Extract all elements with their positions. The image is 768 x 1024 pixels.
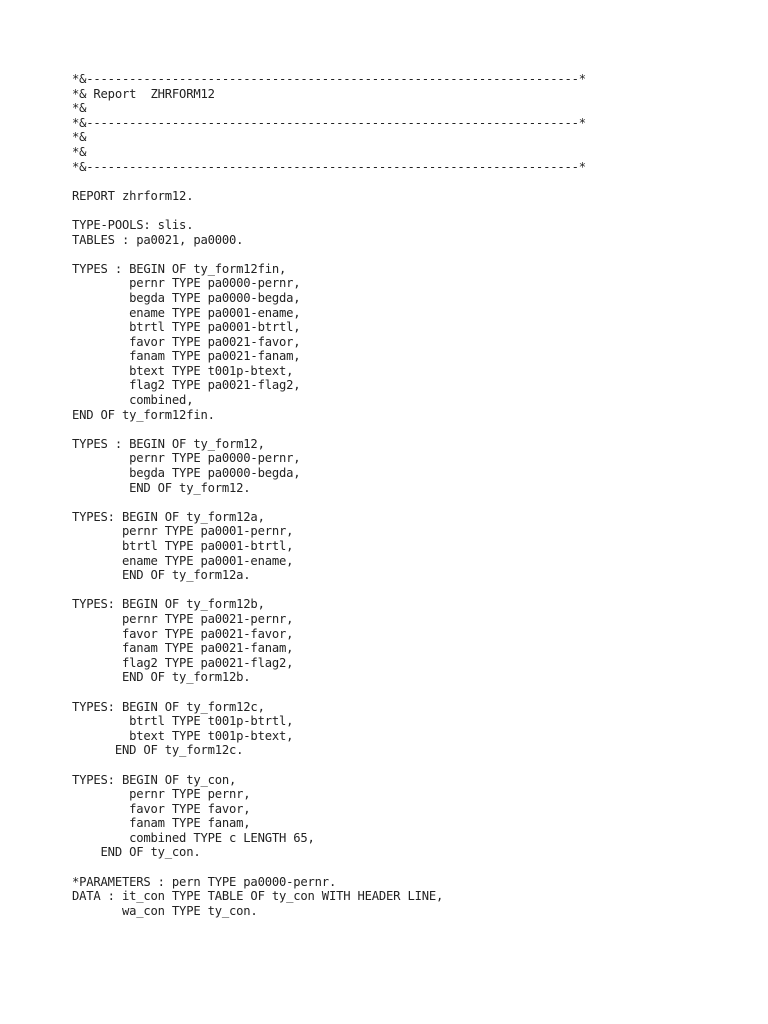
code-line [72, 422, 586, 437]
code-line: *&---------------------------------------------------------------------* [72, 115, 586, 130]
code-line: btrtl TYPE pa0001-btrtl, [72, 539, 294, 553]
code-line [72, 203, 586, 218]
code-line: *&---------------------------------------------------------------------* [72, 72, 586, 86]
code-line: TYPES: BEGIN OF ty_form12c, [72, 699, 265, 714]
code-line: TYPES : BEGIN OF ty_form12fin, [72, 261, 287, 276]
code-line: pernr TYPE pa0000-pernr, [72, 451, 301, 466]
code-line [72, 583, 586, 598]
code-line: begda TYPE pa0000-begda, [72, 466, 301, 481]
code-line: TYPES: BEGIN OF ty_form12a, [72, 509, 265, 524]
code-line: *& [72, 130, 87, 145]
code-line: favor TYPE favor, [72, 801, 251, 816]
code-line: flag2 TYPE pa0021-flag2, [72, 378, 301, 393]
code-line: ename TYPE pa0001-ename, [72, 553, 294, 568]
code-line: pernr TYPE pa0000-pernr, [72, 276, 301, 291]
code-line [72, 174, 586, 189]
code-line: pernr TYPE pa0001-pernr, [72, 524, 294, 539]
code-line: END OF ty_form12fin. [72, 407, 215, 422]
code-line: DATA : it_con TYPE TABLE OF ty_con WITH HEADER LINE, [72, 889, 444, 904]
code-line: btrtl TYPE pa0001-btrtl, [72, 320, 301, 335]
code-line: ename TYPE pa0001-ename, [72, 305, 301, 320]
code-line: combined, [72, 393, 194, 408]
code-line: TYPES: BEGIN OF ty_form12b, [72, 597, 265, 612]
code-line: REPORT zhrform12. [72, 188, 194, 203]
code-line: *& [72, 144, 87, 159]
code-line: END OF ty_form12. [72, 480, 251, 495]
code-line: TABLES : pa0021, pa0000. [72, 232, 244, 247]
code-line: btext TYPE t001p-btext, [72, 728, 294, 743]
code-line [72, 685, 586, 700]
code-line: END OF ty_form12a. [72, 568, 251, 583]
code-line [72, 758, 586, 773]
code-line: fanam TYPE pa0021-fanam, [72, 641, 294, 656]
code-line: wa_con TYPE ty_con. [72, 903, 258, 918]
code-line: *& Report ZHRFORM12 [72, 86, 215, 101]
code-line: *& [72, 101, 87, 116]
code-line: pernr TYPE pa0021-pernr, [72, 611, 294, 626]
code-line: TYPES : BEGIN OF ty_form12, [72, 436, 265, 451]
code-line: begda TYPE pa0000-begda, [72, 290, 301, 305]
code-line: *&---------------------------------------------------------------------* [72, 159, 586, 174]
code-line: END OF ty_form12c. [72, 743, 244, 758]
code-line: TYPE-POOLS: slis. [72, 217, 194, 232]
abap-source-code [72, 72, 586, 918]
code-line: combined TYPE c LENGTH 65, [72, 830, 315, 845]
code-line [72, 860, 586, 875]
code-line [72, 495, 586, 510]
code-line: flag2 TYPE pa0021-flag2, [72, 655, 294, 670]
code-line: favor TYPE pa0021-favor, [72, 334, 301, 349]
code-line: END OF ty_con. [72, 845, 201, 860]
code-line: btrtl TYPE t001p-btrtl, [72, 714, 294, 729]
code-line [72, 247, 586, 262]
code-line: fanam TYPE pa0021-fanam, [72, 349, 301, 364]
code-line: END OF ty_form12b. [72, 670, 251, 685]
code-line: pernr TYPE pernr, [72, 787, 251, 802]
code-line: *PARAMETERS : pern TYPE pa0000-pernr. [72, 874, 337, 889]
code-line: favor TYPE pa0021-favor, [72, 626, 294, 641]
code-line: TYPES: BEGIN OF ty_con, [72, 772, 237, 787]
code-line: btext TYPE t001p-btext, [72, 363, 294, 378]
code-line: fanam TYPE fanam, [72, 816, 251, 831]
